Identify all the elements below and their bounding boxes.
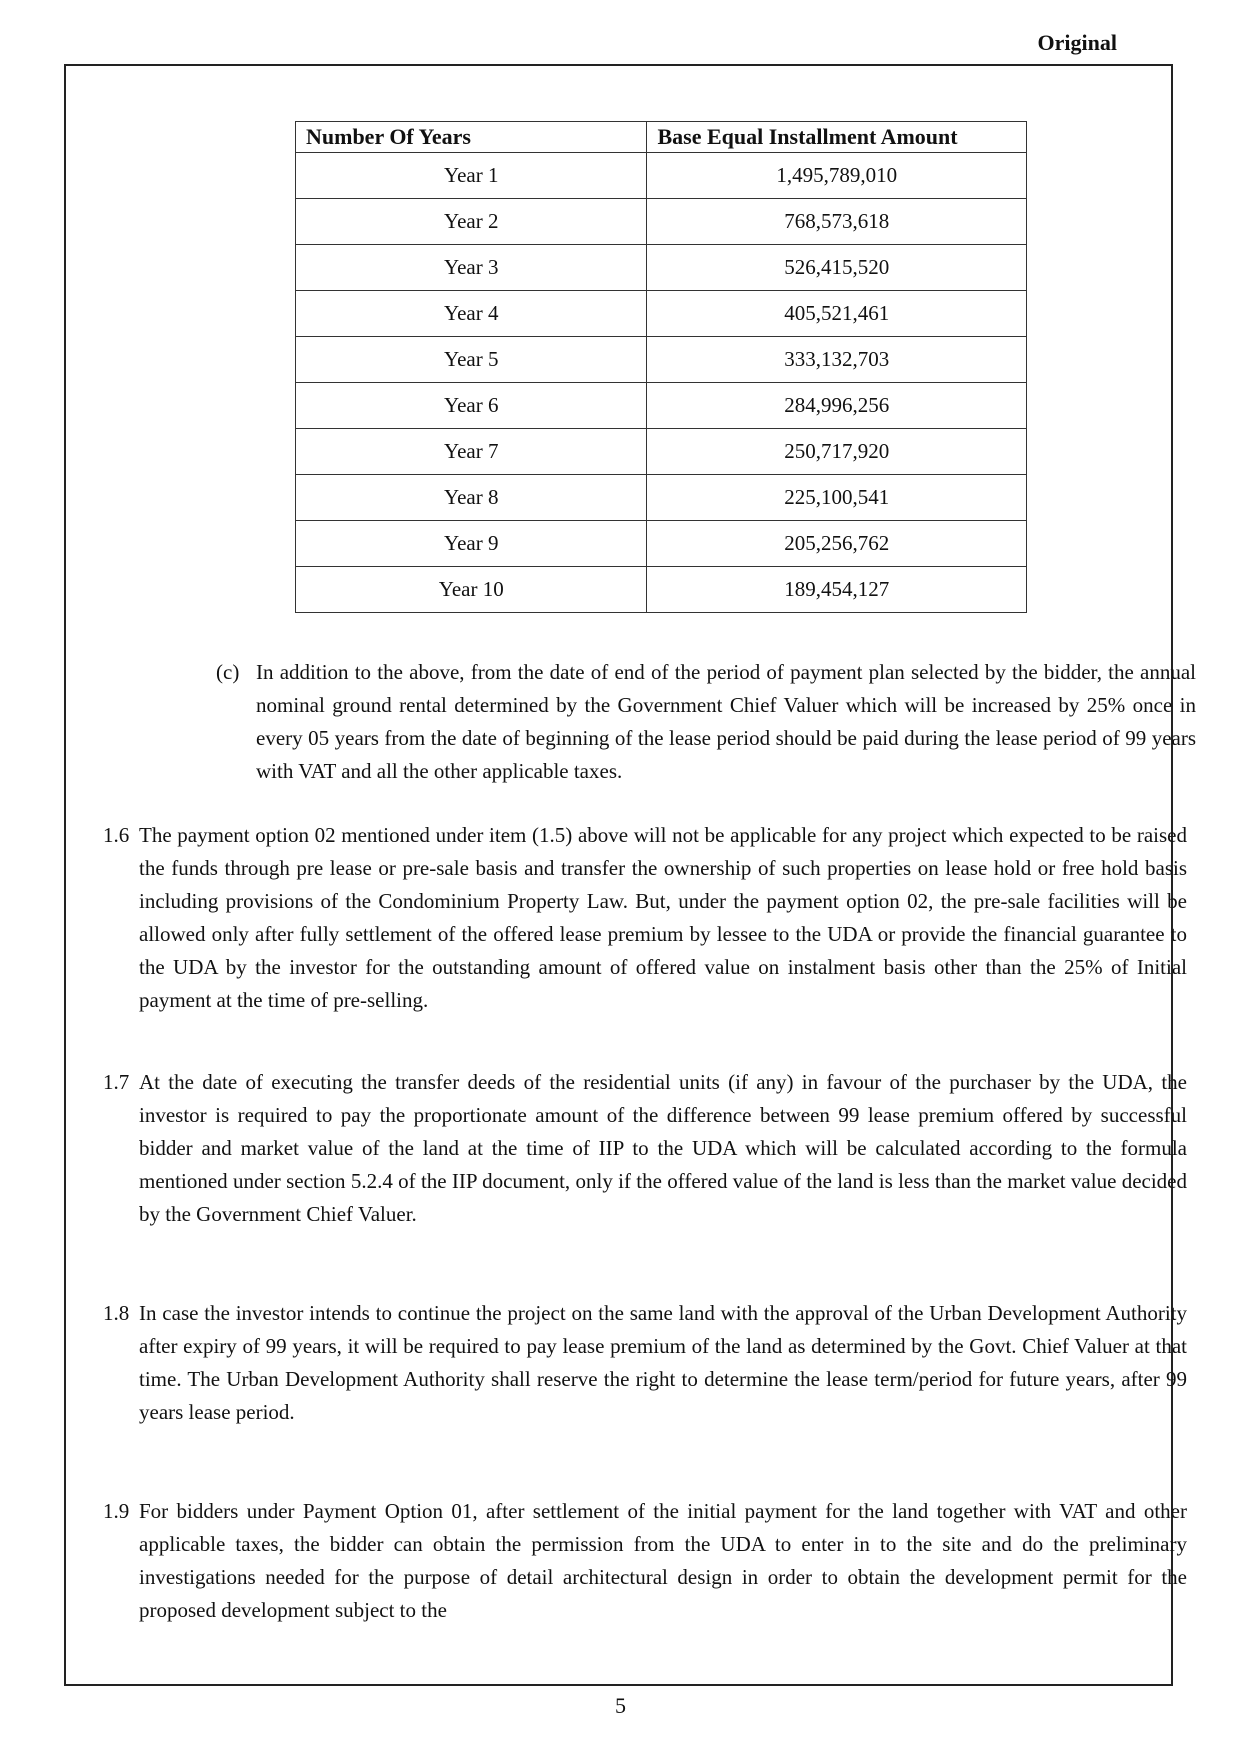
page-frame	[64, 64, 1196, 1686]
clause-text: In case the investor intends to continue the project on the same land with the approval of the Urban Development Authority after expiry of 99 years, it will be required to pay lease premium of the land as determined by the Govt. Chief Valuer at that time. The Urban Development Authority shall reserve the right to determine the lease term/period for future years, after 99 years lease period.	[139, 1301, 1187, 1424]
year-cell: Year 5	[296, 337, 647, 383]
clause-text: The payment option 02 mentioned under item (1.5) above will not be applicable for any project which expected to be raised the funds through pre lease or pre-sale basis and transfer the ownership of such properties on lease hold or free hold basis including provisions of the Condominium Property Law. But, under the payment option 02, the pre-sale facilities will be allowed only after fully settlement of the offered lease premium by lessee to the UDA or provide the financial guarantee to the UDA by the investor for the outstanding amount of offered value on instalment basis other than the 25% of Initial payment at the time of pre-selling.	[139, 823, 1187, 1012]
column-header-years: Number Of Years	[296, 122, 647, 153]
year-cell: Year 10	[296, 567, 647, 613]
year-cell: Year 3	[296, 245, 647, 291]
clause-1-7	[103, 1066, 1187, 1231]
amount-cell: 284,996,256	[647, 383, 1027, 429]
table-row	[296, 291, 1027, 337]
table-row	[296, 245, 1027, 291]
amount-cell: 768,573,618	[647, 199, 1027, 245]
clause-number: 1.9	[103, 1499, 130, 1523]
page-number: 5	[615, 1693, 626, 1718]
clause-1-8	[103, 1297, 1187, 1429]
clause-1-6	[103, 819, 1187, 1017]
column-header-amount: Base Equal Installment Amount	[647, 122, 1027, 153]
year-cell: Year 9	[296, 521, 647, 567]
clause-number: 1.8	[103, 1301, 130, 1325]
amount-cell: 1,495,789,010	[647, 153, 1027, 199]
amount-cell: 189,454,127	[647, 567, 1027, 613]
year-cell: Year 8	[296, 475, 647, 521]
sub-clause-marker: (c)	[216, 660, 240, 684]
year-cell: Year 1	[296, 153, 647, 199]
installment-table	[295, 121, 1027, 613]
table-header-row	[296, 122, 1027, 153]
clause-number: 1.7	[103, 1070, 130, 1094]
clause-1-9	[103, 1495, 1187, 1627]
year-cell: Year 6	[296, 383, 647, 429]
amount-cell: 333,132,703	[647, 337, 1027, 383]
year-cell: Year 4	[296, 291, 647, 337]
table-row	[296, 153, 1027, 199]
document-status-label: Original	[1037, 30, 1117, 55]
amount-cell: 225,100,541	[647, 475, 1027, 521]
table-row	[296, 199, 1027, 245]
table-row	[296, 475, 1027, 521]
table-row	[296, 383, 1027, 429]
year-cell: Year 2	[296, 199, 647, 245]
table-row	[296, 429, 1027, 475]
year-cell: Year 7	[296, 429, 647, 475]
sub-clause-text: In addition to the above, from the date of end of the period of payment plan selected by the bidder, the annual nominal ground rental determined by the Government Chief Valuer which will be increased by 25% once in every 05 years from the date of beginning of the lease period should be paid during the lease period of 99 years with VAT and all the other applicable taxes.	[256, 660, 1196, 783]
clause-text: At the date of executing the transfer deeds of the residential units (if any) in favour of the purchaser by the UDA, the investor is required to pay the proportionate amount of the difference between 99 lease premium offered by successful bidder and market value of the land at the time of IIP to the UDA which will be calculated according to the formula mentioned under section 5.2.4 of the IIP document, only if the offered value of the land is less than the market value decided by the Government Chief Valuer.	[139, 1070, 1187, 1226]
sub-clause-c	[216, 656, 1196, 788]
table-row	[296, 567, 1027, 613]
clause-text: For bidders under Payment Option 01, after settlement of the initial payment for the land together with VAT and other applicable taxes, the bidder can obtain the permission from the UDA to enter in to the site and do the preliminary investigations needed for the purpose of detail architectural design in order to obtain the development permit for the proposed development subject to the	[139, 1499, 1187, 1622]
amount-cell: 205,256,762	[647, 521, 1027, 567]
amount-cell: 250,717,920	[647, 429, 1027, 475]
table-row	[296, 337, 1027, 383]
clause-number: 1.6	[103, 823, 130, 847]
table-row	[296, 521, 1027, 567]
amount-cell: 405,521,461	[647, 291, 1027, 337]
amount-cell: 526,415,520	[647, 245, 1027, 291]
